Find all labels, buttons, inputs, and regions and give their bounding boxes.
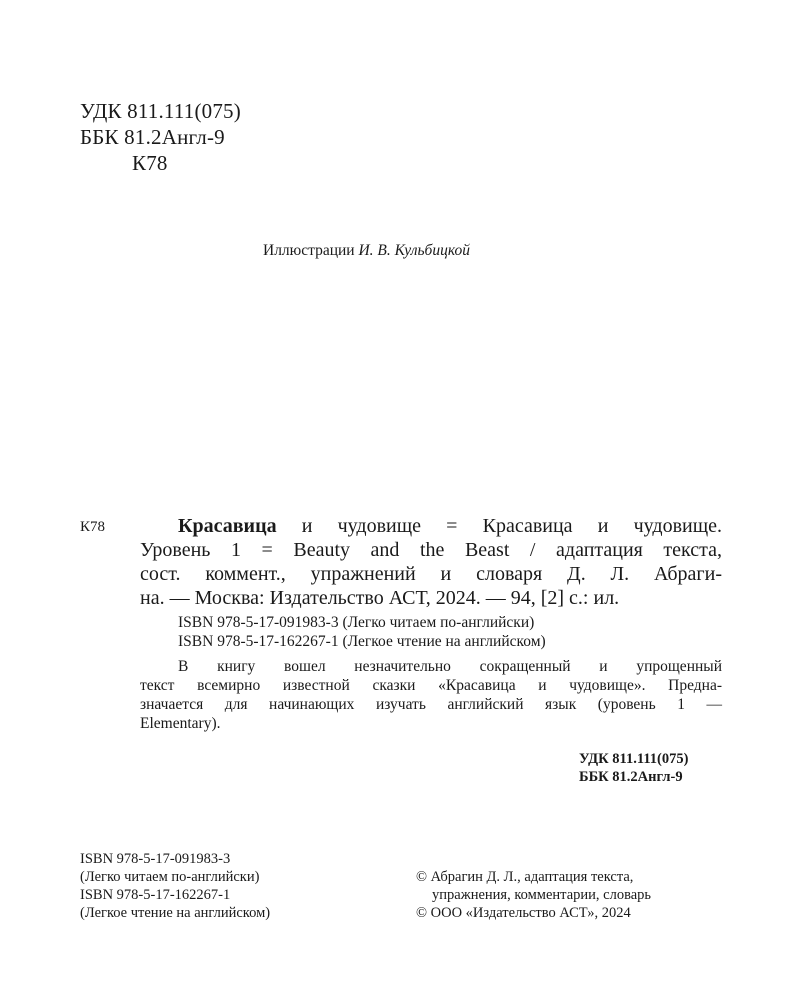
entry-line-2: Уровень 1 = Beauty and the Beast / адаптация текста,: [140, 539, 722, 561]
entry-isbn-1: ISBN 978-5-17-091983-3 (Легко читаем по-английски): [178, 614, 535, 631]
bbk-code-right: ББК 81.2Англ-9: [579, 769, 683, 785]
entry-title-bold: Красавица: [178, 515, 277, 537]
illustrations-prefix: Иллюстрации: [263, 242, 359, 259]
entry-line-1: [140, 514, 722, 538]
copyright-author-line-1: © Абрагин Д. Л., адаптация текста,: [416, 869, 634, 885]
entry-line-4: на. — Москва: Издательство АСТ, 2024. — 94, [2] с.: ил.: [140, 587, 620, 609]
footer-series-1: (Легко читаем по-английски): [80, 869, 260, 885]
annotation-line-2: текст всемирно известной сказки «Красавица и чудовище». Предна-: [140, 677, 722, 694]
entry-author-mark: К78: [80, 519, 106, 535]
copyright-author-line-2: упражнения, комментарии, словарь: [432, 887, 652, 903]
annotation: [140, 657, 722, 733]
annotation-line-1: В книгу вошел незначительно сокращенный и упрощенный: [178, 658, 722, 675]
footer-series-2: (Легкое чтение на английском): [80, 905, 271, 921]
entry-line-3: сост. коммент., упражнений и словаря Д. Л. Абраги-: [140, 563, 722, 585]
bbk-code: ББК 81.2Англ-9: [80, 125, 225, 149]
illustrations-credit: [263, 241, 470, 261]
udk-code-right: УДК 811.111(075): [579, 751, 689, 767]
author-mark: К78: [132, 151, 168, 175]
annotation-line-4: Elementary).: [140, 715, 221, 732]
entry-line-1-rest: и чудовище = Красавица и чудовище.: [276, 515, 722, 537]
bibliographic-entry: [140, 514, 722, 610]
footer-isbn-1: ISBN 978-5-17-091983-3: [80, 851, 231, 867]
annotation-line-3: значается для начинающих изучать английский язык (уровень 1 —: [140, 696, 722, 713]
footer-isbn-2: ISBN 978-5-17-162267-1: [80, 887, 231, 903]
entry-isbn-2: ISBN 978-5-17-162267-1 (Легкое чтение на английском): [178, 633, 546, 650]
copyright-publisher: © ООО «Издательство АСТ», 2024: [416, 905, 631, 921]
illustrator-name: И. В. Кульбицкой: [358, 242, 471, 259]
udk-code: УДК 811.111(075): [80, 99, 241, 123]
